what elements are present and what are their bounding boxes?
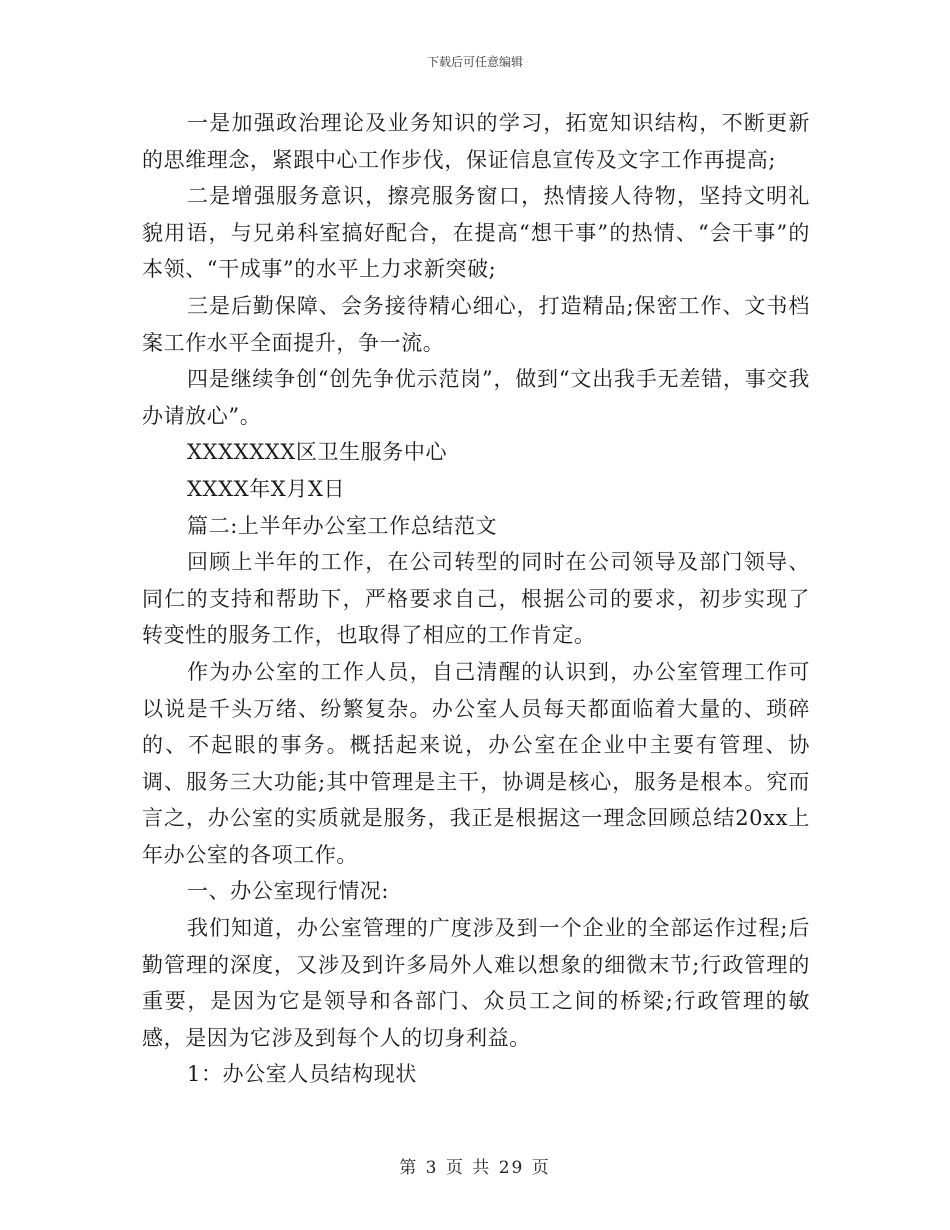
section-title: 篇二:上半年办公室工作总结范文: [187, 513, 498, 538]
document-date: XXXX年X月X日: [187, 476, 346, 501]
paragraph-7: 我们知道，办公室管理的广度涉及到一个企业的全部运作过程;后勤管理的深度，又涉及到许多局外人难以想象的细微末节;行政管理的重要，是因为它是领导和各部门、众员工之间的桥梁;行政管理的敏感，是因为它涉及到每个人的切身利益。: [142, 916, 810, 1050]
paragraph-6: 作为办公室的工作人员，自己清醒的认识到，办公室管理工作可以说是千头万绪、纷繁复杂。办公室人员每天都面临着大量的、琐碎的、不起眼的事务。概括起来说，办公室在企业中主要有管理、协调、服务三大功能;其中管理是主干，协调是核心，服务是根本。究而言之，办公室的实质就是服务，我正是根据这一理念回顾总结20xx上年办公室的各项工作。: [142, 659, 810, 867]
document-body: [142, 105, 810, 1093]
paragraph-2: 二是增强服务意识，擦亮服务窗口，热情接人待物，坚持文明礼貌用语，与兄弟科室搞好配合，在提高“想干事”的热情、“会干事”的本领、“干成事”的水平上力求新突破;: [142, 184, 810, 282]
paragraph-4: 四是继续争创“创先争优示范岗”，做到“文出我手无差错，事交我办请放心”。: [142, 367, 810, 428]
subsection-heading-1: 1：办公室人员结构现状: [187, 1062, 417, 1087]
page-header-note: 下载后可任意编辑: [426, 55, 523, 69]
paragraph-3: 三是后勤保障、会务接待精心细心，打造精品;保密工作、文书档案工作水平全面提升，争一流。: [142, 293, 810, 355]
section-heading-1: 一、办公室现行情况:: [187, 879, 390, 904]
paragraph-5: 回顾上半年的工作，在公司转型的同时在公司领导及部门领导、同仁的支持和帮助下，严格要求自己，根据公司的要求，初步实现了转变性的服务工作，也取得了相应的工作肯定。: [142, 550, 810, 648]
paragraph-1: 一是加强政治理论及业务知识的学习，拓宽知识结构，不断更新的思维理念，紧跟中心工作步伐，保证信息宣传及文字工作再提高;: [142, 111, 810, 172]
organization-name: XXXXXXX区卫生服务中心: [187, 440, 448, 465]
page-number-footer: 第 3 页 共 29 页: [399, 1158, 551, 1178]
